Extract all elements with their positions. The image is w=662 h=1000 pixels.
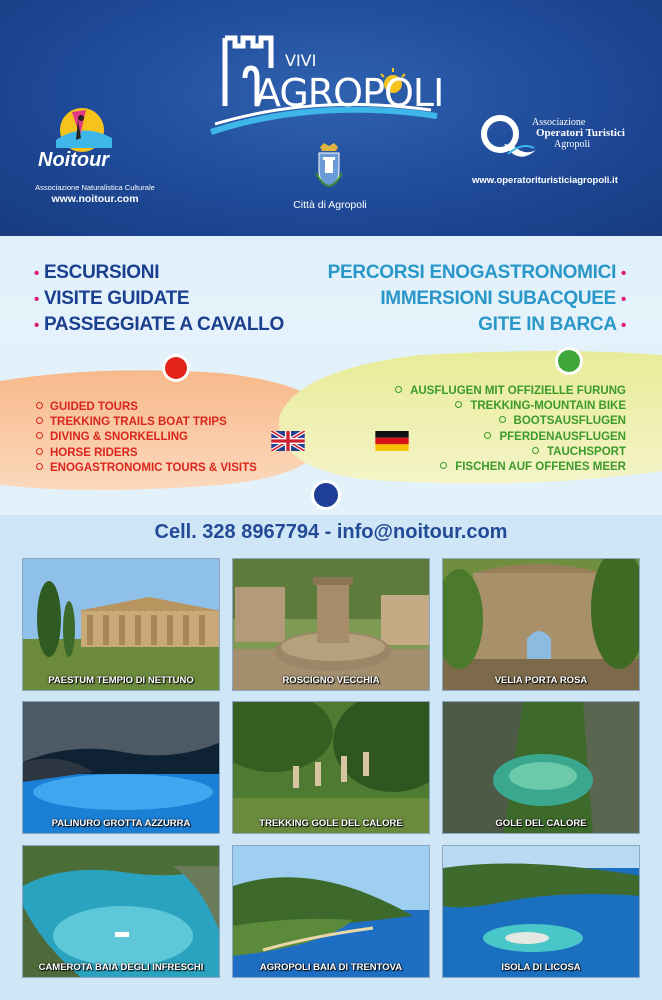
service-label: IMMERSIONI SUBACQUEE	[380, 288, 617, 309]
photo-caption: ISOLA DI LICOSA	[501, 962, 581, 973]
german-list	[395, 384, 626, 475]
header-banner	[0, 0, 662, 236]
hikers-picture	[233, 702, 430, 834]
coast-picture	[233, 846, 430, 978]
photo-velia	[442, 558, 640, 691]
green-dot-icon	[558, 350, 580, 372]
blue-dot-icon	[314, 483, 338, 507]
bullet-icon: •	[34, 291, 39, 308]
german-item: TAUCHSPORT	[395, 445, 626, 460]
vivi-text: VIVI	[285, 51, 317, 70]
service-label: PERCORSI ENOGASTRONOMICI	[327, 262, 617, 283]
circle-icon	[532, 447, 539, 454]
citta-di-agropoli: Città di Agropoli	[293, 199, 367, 211]
bullet-icon: •	[621, 317, 626, 334]
red-dot-icon	[165, 357, 187, 379]
photo-caption: PALINURO GROTTA AZZURRA	[51, 818, 191, 829]
target-icon	[36, 432, 43, 439]
service-label: GITE IN BARCA	[478, 314, 617, 335]
service-left-2	[34, 288, 189, 310]
operatori-line1: Associazione	[532, 117, 586, 128]
target-icon	[36, 402, 43, 409]
noitour-assoc: Associazione Naturalistica Culturale	[35, 183, 155, 192]
photo-caption: PAESTUM TEMPIO DI NETTUNO	[48, 675, 194, 686]
photo-paestum	[22, 558, 220, 691]
german-item: FISCHEN AUF OFFENES MEER	[395, 460, 626, 475]
english-list	[36, 400, 257, 476]
agropoli-text: AGROPOLI	[255, 71, 444, 115]
photo-camerota	[22, 845, 220, 978]
photo-roscigno	[232, 558, 430, 691]
noitour-logo	[34, 100, 144, 172]
bullet-icon: •	[621, 265, 626, 282]
operatori-website[interactable]: www.operatorituristiciagropoli.it	[472, 175, 618, 186]
photo-caption: AGROPOLI BAIA DI TRENTOVA	[259, 962, 403, 973]
german-item: BOOTSAUSFLUGEN	[395, 414, 626, 429]
photo-caption: TREKKING GOLE DEL CALORE	[259, 818, 403, 829]
service-right-1	[328, 262, 626, 284]
circle-icon	[440, 462, 447, 469]
photo-gole	[442, 701, 640, 834]
photo-caption: CAMEROTA BAIA DEGLI INFRESCHI	[38, 962, 204, 973]
bullet-icon: •	[34, 265, 39, 282]
temple-picture	[23, 559, 220, 691]
circle-icon	[455, 401, 462, 408]
service-right-2	[380, 288, 626, 310]
service-label: PASSEGGIATE A CAVALLO	[43, 314, 284, 335]
grotto-picture	[23, 702, 220, 834]
service-left-1	[34, 262, 159, 284]
english-item: DIVING & SNORKELLING	[36, 430, 257, 445]
photo-caption: ROSCIGNO VECCHIA	[282, 675, 380, 686]
river-picture	[443, 702, 640, 834]
service-label: VISITE GUIDATE	[43, 288, 190, 309]
service-right-3	[478, 314, 626, 336]
target-icon	[36, 448, 43, 455]
photo-trentova	[232, 845, 430, 978]
photo-trekking	[232, 701, 430, 834]
operatori-line2: Operatori Turistici	[536, 127, 625, 139]
noitour-brand-text: Noitour	[38, 149, 110, 171]
photo-palinuro	[22, 701, 220, 834]
photo-caption: VELIA PORTA ROSA	[494, 675, 588, 686]
gate-picture	[443, 559, 640, 691]
service-left-3	[34, 314, 284, 336]
circle-icon	[499, 416, 506, 423]
island-picture	[443, 846, 640, 978]
target-icon	[36, 463, 43, 470]
photo-licosa	[442, 845, 640, 978]
operatori-line3: Agropoli	[554, 139, 591, 150]
operatori-text	[532, 117, 625, 150]
service-label: ESCURSIONI	[43, 262, 160, 283]
german-item: AUSFLUGEN MIT OFFIZIELLE FURUNG	[395, 384, 626, 399]
english-item: TREKKING TRAILS BOAT TRIPS	[36, 415, 257, 430]
noitour-website[interactable]: www.noitour.com	[51, 193, 139, 205]
vivi-agropoli-logo	[205, 28, 455, 140]
photo-caption: GOLE DEL CALORE	[495, 818, 587, 829]
fountain-picture	[233, 559, 430, 691]
bay-picture	[23, 846, 220, 978]
bullet-icon: •	[621, 291, 626, 308]
uk-flag-icon	[271, 431, 305, 451]
german-item: PFERDENAUSFLUGEN	[395, 430, 626, 445]
germany-flag-icon	[375, 431, 409, 451]
city-crest-icon	[314, 143, 344, 187]
english-item: GUIDED TOURS	[36, 400, 257, 415]
english-item: ENOGASTRONOMIC TOURS & VISITS	[36, 461, 257, 476]
german-item: TREKKING-MOUNTAIN BIKE	[395, 399, 626, 414]
english-item: HORSE RIDERS	[36, 446, 257, 461]
operatori-logo-icon	[478, 112, 538, 168]
target-icon	[36, 417, 43, 424]
circle-icon	[395, 386, 402, 393]
circle-icon	[484, 432, 491, 439]
contact-line[interactable]: Cell. 328 8967794 - info@noitour.com	[154, 521, 508, 543]
bullet-icon: •	[34, 317, 39, 334]
